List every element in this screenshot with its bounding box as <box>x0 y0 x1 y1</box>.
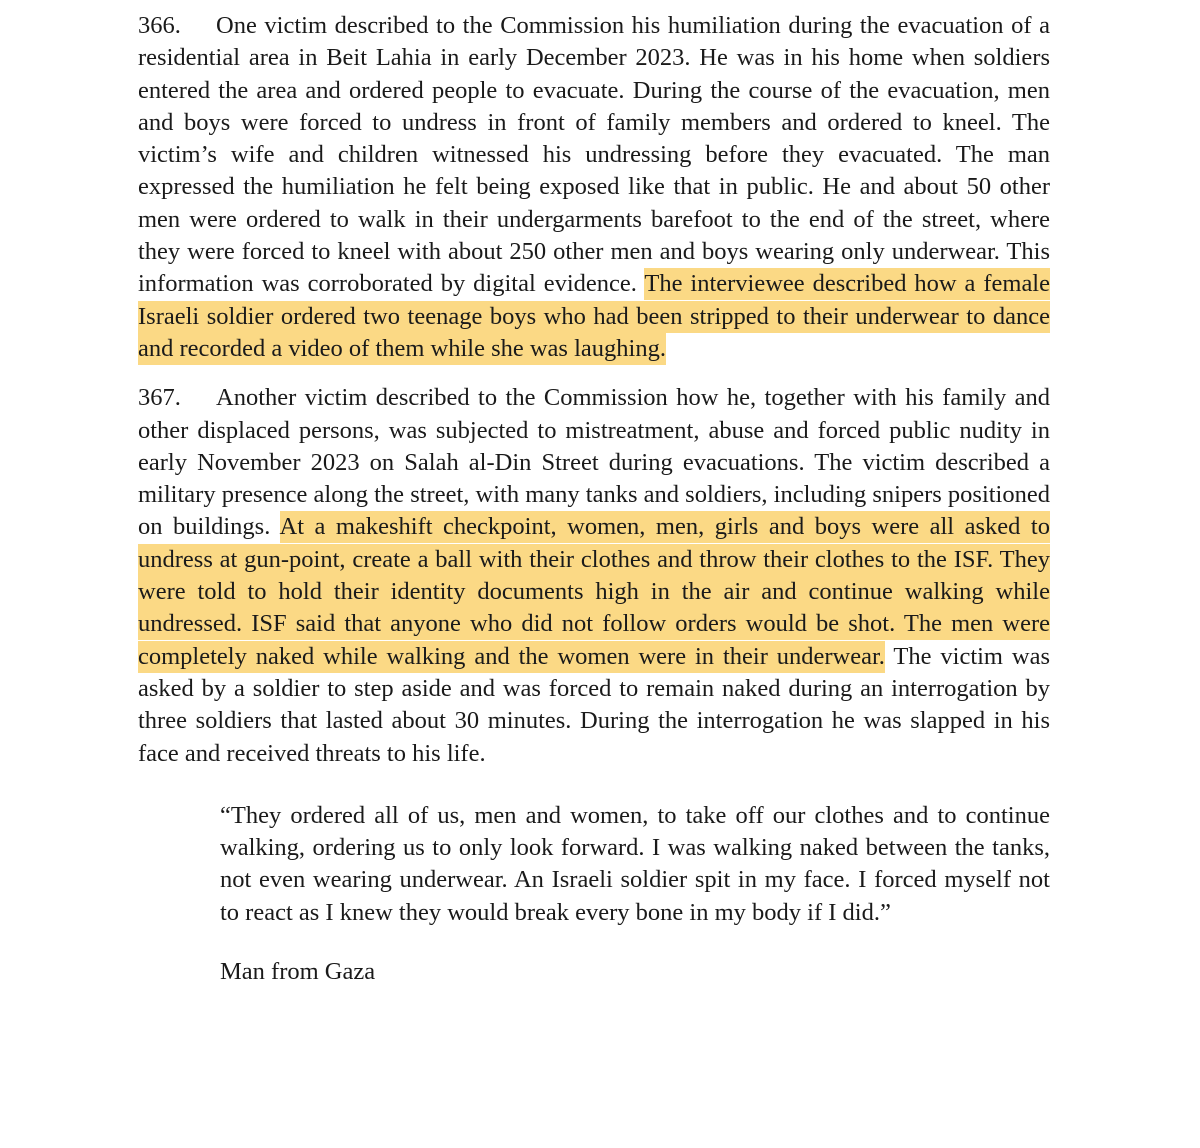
paragraph-text-plain: Another victim described to the Commission how he, together with his family and other displaced persons, was subjected to mistreatment, abuse and forced public nudity in early November 2023 on Salah al-Din Street during evacuations. The victim described a military presence along the street, with many tanks and soldiers, including snipers positioned on buildings. <box>138 384 1050 541</box>
paragraph-366 <box>138 10 1050 365</box>
paragraph-number: 367. <box>138 384 181 412</box>
blockquote: “They ordered all of us, men and women, to take off our clothes and to continue walking, ordering us to only look forward. I was walking naked between the tanks, not even wearing underwear. An Israeli soldier spit in my face. I forced myself not to react as I knew they would break every bone in my body if I did.” <box>220 801 1050 926</box>
paragraph-367 <box>138 382 1050 770</box>
highlighted-text: At a makeshift checkpoint, women, men, girls and boys were all asked to undress at gun-point, create a ball with their clothes and throw their clothes to the ISF. They were told to hold their identity documents high in the air and continue walking while undressed. ISF said that anyone who did not follow orders would be shot. The men were completely naked while walking and the women were in their underwear. <box>138 511 1050 672</box>
paragraph-text-plain-tail: The victim was asked by a soldier to step aside and was forced to remain naked during an interrogation by three soldiers that lasted about 30 minutes. During the interrogation he was slapped in his face and received threats to his life. <box>138 642 1050 767</box>
paragraph-text-plain: One victim described to the Commission his humiliation during the evacuation of a residential area in Beit Lahia in early December 2023. He was in his home when soldiers entered the area and ordered people to evacuate. During the course of the evacuation, men and boys were forced to undress in front of family members and ordered to kneel. The victim’s wife and children witnessed his undressing before they evacuated. The man expressed the humiliation he felt being exposed like that in public. He and about 50 other men were ordered to walk in their undergarments barefoot to the end of the street, where they were forced to kneel with about 250 other men and boys wearing only underwear. This information was corroborated by digital evidence. <box>138 12 1050 298</box>
paragraph-number: 366. <box>138 12 181 39</box>
quote-attribution: Man from Gaza <box>220 958 376 986</box>
highlighted-text: The interviewee described how a female Israeli soldier ordered two teenage boys who had been stripped to their underwear to dance and recorded a video of them while she was laughing. <box>138 268 1050 365</box>
